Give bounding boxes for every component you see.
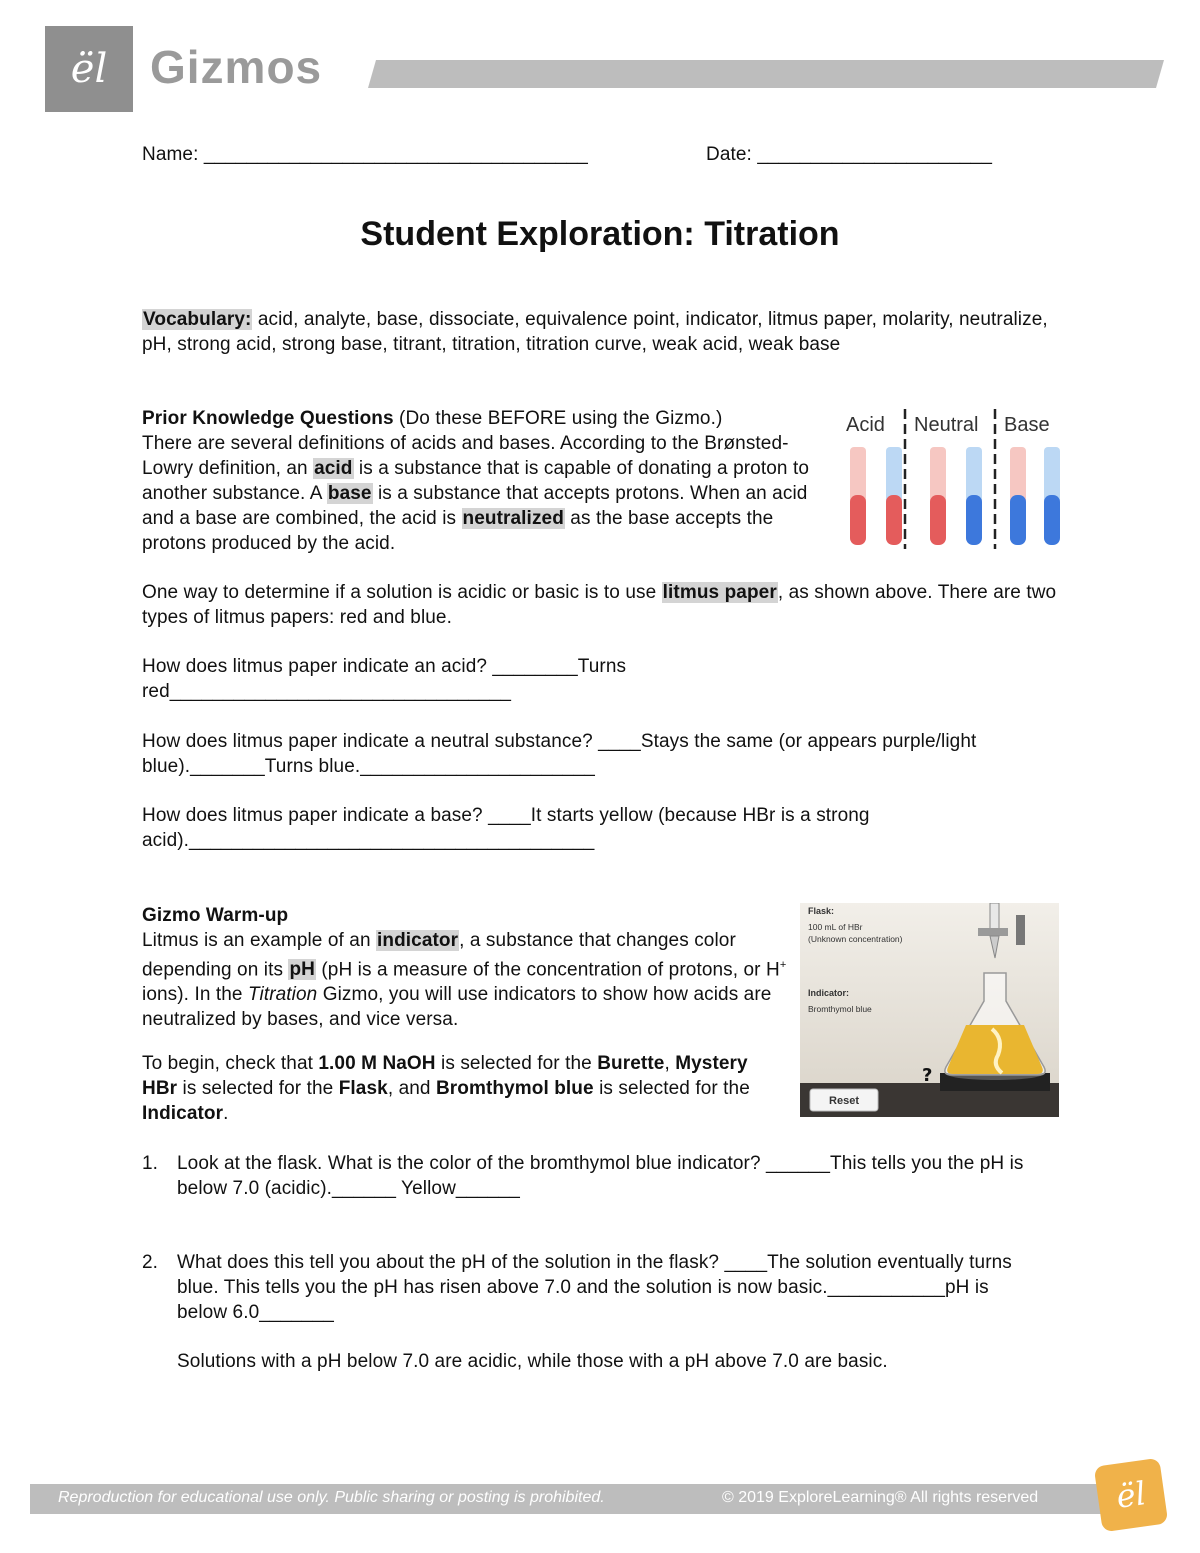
tube-neutral-red bbox=[930, 447, 946, 545]
text: is selected for the bbox=[177, 1078, 339, 1099]
tube-lower bbox=[966, 495, 982, 545]
warmup-question-1[interactable] bbox=[142, 1151, 1072, 1201]
prior-knowledge-heading: Prior Knowledge Questions bbox=[142, 408, 394, 429]
prior-knowledge-intro bbox=[142, 406, 810, 556]
warmup-question-2[interactable] bbox=[142, 1250, 1042, 1325]
text: . bbox=[223, 1103, 229, 1124]
warmup-intro bbox=[142, 903, 794, 1032]
text: , bbox=[664, 1053, 676, 1074]
warmup-setup bbox=[142, 1051, 782, 1126]
question-number: 2. bbox=[142, 1252, 159, 1273]
text: as the base accepts the protons produced by the acid. bbox=[142, 508, 774, 554]
warmup-heading: Gizmo Warm-up bbox=[142, 905, 289, 926]
question-text: Look at the flask. What is the color of the bromthymol blue indicator? ______This tells you the pH is below 7.0 (acidic).______ Yellow______ bbox=[177, 1153, 1024, 1199]
question-number: 1. bbox=[142, 1153, 159, 1174]
text: ions). In the bbox=[142, 984, 248, 1006]
text: is a substance that is capable of donating a proton to another substance. A bbox=[142, 458, 809, 504]
question-acid[interactable]: How does litmus paper indicate an acid? ________Turns red________________________________ bbox=[142, 656, 627, 702]
label-acid: Acid bbox=[846, 414, 885, 436]
date-blank: ______________________ bbox=[757, 144, 992, 165]
footer-disclaimer: Reproduction for educational use only. Public sharing or posting is prohibited. bbox=[58, 1489, 605, 1506]
text: There are several definitions of acids and bases. According to the Brønsted-Lowry definition, an bbox=[142, 433, 789, 479]
litmus-paragraph bbox=[142, 580, 1062, 630]
tube-acid-blue bbox=[886, 447, 902, 545]
label-neutral: Neutral bbox=[914, 414, 979, 436]
term-litmus-paper: litmus paper bbox=[662, 582, 777, 603]
indicator-value: Bromthymol blue bbox=[808, 1004, 872, 1014]
page-title: Student Exploration: Titration bbox=[360, 215, 840, 253]
term-ph: pH bbox=[289, 959, 315, 981]
tube-lower bbox=[850, 495, 866, 545]
titration-gizmo-image bbox=[800, 903, 1059, 1117]
reset-label: Reset bbox=[829, 1095, 859, 1107]
text: , as shown above. There are two types of litmus papers: red and blue. bbox=[142, 582, 1057, 628]
question-mark-icon: ? bbox=[922, 1065, 933, 1086]
term-acid: acid bbox=[314, 458, 353, 479]
date-label: Date: bbox=[706, 144, 752, 165]
label-base: Base bbox=[1004, 414, 1050, 436]
vocabulary-terms: acid, analyte, base, dissociate, equivalence point, indicator, litmus paper, molarity, neutralize, pH, strong acid, strong base, titrant, titration, titration curve, weak acid, weak base bbox=[142, 309, 1048, 355]
text: , and bbox=[387, 1078, 436, 1099]
flask-label: Flask: bbox=[808, 906, 835, 916]
indicator-label: Indicator bbox=[142, 1103, 224, 1124]
flask-label: Flask bbox=[338, 1078, 388, 1099]
text: Gizmo, you will use indicators to show how acids are neutralized by bases, and vice versa. bbox=[142, 984, 772, 1031]
name-label: Name: bbox=[142, 144, 199, 165]
footer-copyright: © 2019 ExploreLearning® All rights reserved bbox=[722, 1489, 1039, 1506]
header-bar bbox=[368, 60, 1164, 88]
tube-base-blue bbox=[1044, 447, 1060, 545]
text: is selected for the bbox=[593, 1078, 750, 1099]
term-indicator: indicator bbox=[376, 930, 459, 951]
prior-knowledge-note: (Do these BEFORE using the Gizmo.) bbox=[399, 408, 723, 429]
text: Litmus is an example of an bbox=[142, 930, 376, 951]
flask-value: 100 mL of HBr bbox=[808, 922, 863, 932]
burette-label: Burette bbox=[597, 1053, 665, 1074]
date-field[interactable] bbox=[706, 142, 1126, 167]
name-field[interactable] bbox=[142, 142, 702, 167]
vocabulary-label: Vocabulary: bbox=[143, 309, 252, 330]
question-neutral[interactable]: How does litmus paper indicate a neutral substance? ____Stays the same (or appears purple/light blue)._______Turns blue.______________________ bbox=[142, 731, 977, 777]
flask-choice: Mystery HBr bbox=[142, 1053, 748, 1099]
explorelearning-logo: ël bbox=[45, 26, 133, 112]
term-base: base bbox=[327, 483, 372, 504]
text: , a substance that changes color depending on its bbox=[142, 930, 736, 981]
text: (pH is a measure of the concentration of protons, or H bbox=[315, 959, 780, 981]
tube-lower bbox=[886, 495, 902, 545]
superscript-plus: + bbox=[779, 959, 787, 971]
tube-lower bbox=[1044, 495, 1060, 545]
tube-acid-red bbox=[850, 447, 866, 545]
flask-concentration: (Unknown concentration) bbox=[808, 934, 903, 944]
gizmo-name: Titration bbox=[247, 984, 318, 1006]
question-base[interactable]: How does litmus paper indicate a base? ____It starts yellow (because HBr is a strong acid).______________________________________ bbox=[142, 805, 870, 851]
stopcock-handle bbox=[1016, 915, 1025, 945]
tube-base-red bbox=[1010, 447, 1026, 545]
vocabulary bbox=[142, 307, 1062, 357]
tube-neutral-blue bbox=[966, 447, 982, 545]
text: is a substance that accepts protons. When an acid and a base are combined, the acid is bbox=[142, 483, 808, 529]
ph-note: Solutions with a pH below 7.0 are acidic, while those with a pH above 7.0 are basic. bbox=[177, 1351, 888, 1372]
gizmos-brand: Gizmos bbox=[150, 41, 323, 93]
tube-lower bbox=[930, 495, 946, 545]
text: is selected for the bbox=[435, 1053, 598, 1074]
indicator-label: Indicator: bbox=[808, 988, 850, 998]
burette-choice: 1.00 M NaOH bbox=[318, 1053, 436, 1074]
text: One way to determine if a solution is acidic or basic is to use bbox=[142, 582, 662, 603]
litmus-paper-figure bbox=[838, 405, 1068, 555]
tube-lower bbox=[1010, 495, 1026, 545]
term-neutralized: neutralized bbox=[462, 508, 564, 529]
burette-clamp bbox=[978, 928, 1008, 936]
name-blank: ____________________________________ bbox=[203, 144, 588, 165]
question-text: What does this tell you about the pH of the solution in the flask? ____The solution eventually turns blue. This tells you the pH has risen above 7.0 and the solution is now basic.___________pH is below 6.0_______ bbox=[177, 1252, 1012, 1323]
footer-logo: ël bbox=[1094, 1458, 1169, 1533]
text: To begin, check that bbox=[142, 1053, 319, 1074]
indicator-choice: Bromthymol blue bbox=[435, 1078, 594, 1099]
